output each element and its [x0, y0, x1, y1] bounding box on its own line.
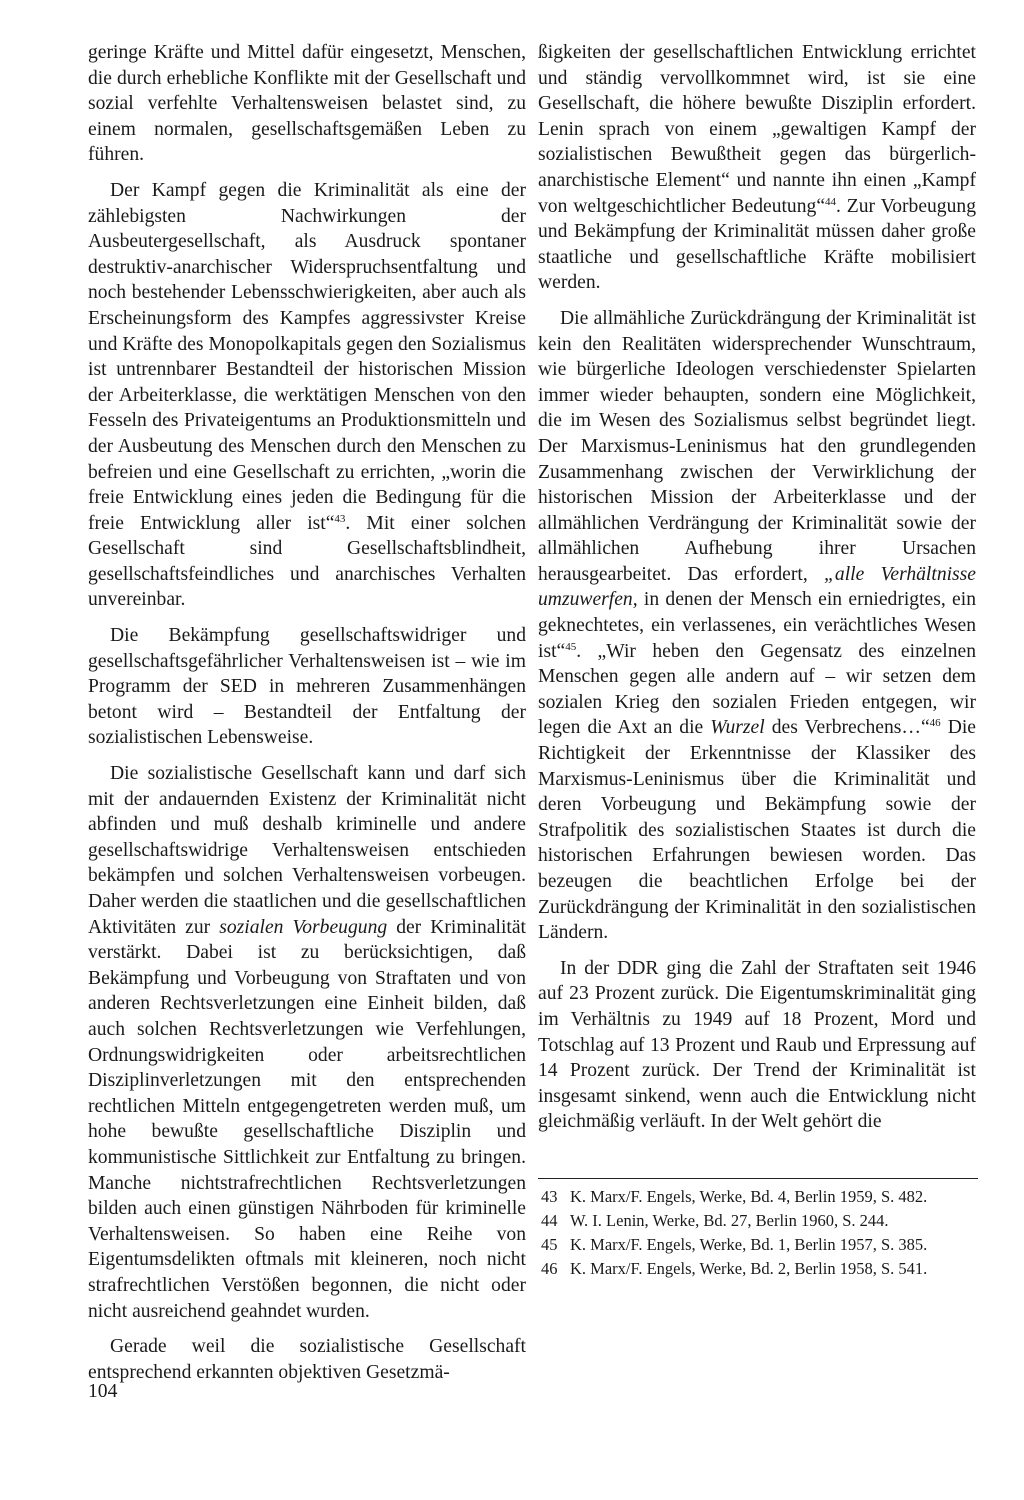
emphasis: sozialen Vorbeugung — [219, 916, 388, 938]
emphasis: „alle Verhältnisse umzuwerfen, — [538, 563, 977, 611]
footnote-divider — [538, 1178, 978, 1179]
footnote-number: 46 — [541, 1259, 558, 1278]
right-text-column — [538, 40, 976, 1135]
paragraph: geringe Kräfte und Mittel dafür eingesetzt, Menschen, die durch erhebliche Konflikte mit der Gesellschaft und sozial verfehlte Verhaltensweisen belastet sind, zu einem normalen, gesellschaftsgemäßen Leben zu führen. — [88, 42, 526, 166]
footnote-text: K. Marx/F. Engels, Werke, Bd. 1, Berlin 1957, S. 385. — [570, 1235, 928, 1254]
footnote-text: K. Marx/F. Engels, Werke, Bd. 4, Berlin 1959, S. 482. — [570, 1187, 928, 1206]
paragraph: Die allmähliche Zurückdrängung der Kriminalität ist kein den Realitäten widersprechender Wunschtraum, wie bürgerliche Ideologen verschiedenster Spielarten immer wieder behaupten, sondern eine Möglichkeit, die im Wesen des Sozialismus selbst begründet liegt. Der Marxismus-Leninismus hat den grundlegenden Zusammenhang zwischen der Verwirklichung der historischen Mission der Arbeiterklasse und der allmählichen Verdrängung der Kriminalität sowie der allmählichen Aufhebung ihrer Ursachen herausgearbeitet. Das erfordert, „alle Verhältnisse umzuwerfen, in denen der Mensch ein erniedrigtes, ein geknechtetes, ein verlassenes, ein verächtliches Wesen ist“$^{45}$. „Wir heben den Gegensatz des einzelnen Menschen gegen alle andern auf – wir setzen dem sozialen Krieg den sozialen Frieden entgegen, wir legen die Axt an die Wurzel des Verbrechens…“$^{46}$ Die Richtigkeit der Erkenntnisse der Klassiker des Marxismus-Leninismus über die Kriminalität und deren Vorbeugung und Bekämpfung sowie der Strafpolitik des sozialistischen Staates ist durch die historischen Erfahrungen bewiesen worden. Das bezeugen die beachtlichen Erfolge bei der Zurückdrängung der Kriminalität in den sozialistischen Ländern. — [538, 307, 977, 944]
footnote-ref: 44 — [825, 195, 837, 208]
footnote-ref: 46 — [929, 717, 941, 730]
paragraph: Gerade weil die sozialistische Gesellschaft entsprechend erkannten objektiven Gesetzmä- — [88, 1336, 526, 1383]
paragraph: Die sozialistische Gesellschaft kann und darf sich mit der andauernden Existenz der Kriminalität nicht abfinden und muß deshalb kriminelle und andere gesellschaftswidrige Verhaltensweisen entschieden bekämpfen und solchen Verhaltensweisen vorbeugen. Daher werden die staatlichen und die gesellschaftlichen Aktivitäten zur sozialen Vorbeugung der Kriminalität verstärkt. Dabei ist zu berücksichtigen, daß Bekämpfung und Vorbeugung von Straftaten und von anderen Rechtsverletzungen eine Einheit bilden, daß auch solchen Rechtsverletzungen wie Verfehlungen, Ordnungswidrigkeiten oder arbeitsrechtlichen Disziplinverletzungen mit den entsprechenden rechtlichen Mitteln entgegengetreten werden muß, um hohe bewußte gesellschaftliche Disziplin und kommunistische Sittlichkeit zur Entfaltung zu bringen. Manche nichtstrafrechtlichen Rechtsverletzungen bilden auch einen günstigen Nährboden für kriminelle Verhaltensweisen. So haben eine Reihe von Eigentumsdelikten oftmals mit kleineren, noch nicht strafrechtlichen Verstößen begonnen, die nicht oder nicht ausreichend geahndet wurden. — [88, 763, 526, 1322]
footnote-number: 45 — [541, 1235, 558, 1254]
footnote — [538, 1234, 978, 1255]
footnote — [538, 1186, 978, 1207]
footnote-text: K. Marx/F. Engels, Werke, Bd. 2, Berlin 1958, S. 541. — [570, 1259, 928, 1278]
footnote-number: 44 — [541, 1211, 558, 1230]
paragraph: ßigkeiten der gesellschaftlichen Entwicklung errichtet und ständig vervollkommnet wird, ist sie eine Gesellschaft, die höhere bewußte Disziplin erfordert. Lenin sprach von einem „gewaltigen Kampf der sozialistischen Bewußtheit gegen das bürgerlich-anarchistische Element“ und nannte ihn einen „Kampf von weltgeschichtlicher Bedeutung“$^{44}$. Zur Vorbeugung und Bekämpfung der Kriminalität müssen daher große staatliche und gesellschaftliche Kräfte mobilisiert werden. — [538, 42, 976, 294]
footnote-ref: 43 — [334, 512, 346, 525]
left-text-column — [88, 40, 526, 1385]
footnotes — [538, 1186, 978, 1282]
footnote-text: W. I. Lenin, Werke, Bd. 27, Berlin 1960, S. 244. — [570, 1211, 889, 1230]
emphasis: Wurzel — [710, 717, 765, 739]
paragraph: In der DDR ging die Zahl der Straftaten seit 1946 auf 23 Prozent zurück. Die Eigentumskriminalität ging im Verhältnis zu 1949 auf 18 Prozent, Mord und Totschlag auf 13 Prozent und Raub und Erpressung auf 14 Prozent zurück. Der Trend der Kriminalität ist insgesamt sinkend, wenn auch die Entwicklung nicht gleichmäßig verläuft. In der Welt gehört die — [538, 957, 976, 1133]
footnote — [538, 1258, 978, 1279]
paragraph: Der Kampf gegen die Kriminalität als eine der zählebigsten Nachwirkungen der Ausbeutergesellschaft, als Ausdruck spontaner destruktiv-anarchischer Widerspruchsentfaltung und noch bestehender Lebensschwierigkeiten, aber auch als Erscheinungsform des Kampfes aggressivster Kreise und Kräfte des Monopolkapitals gegen den Sozialismus ist untrennbarer Bestandteil der historischen Mission der Arbeiterklasse, die werktätigen Menschen von den Fesseln des Privateigentums an Produktionsmitteln und der Ausbeutung des Menschen durch den Menschen zu befreien und eine Gesellschaft zu errichten, „worin die freie Entwicklung eines jeden die Bedingung für die freie Entwicklung aller ist“$^{43}$. Mit einer solchen Gesellschaft sind Gesellschaftsblindheit, gesellschaftsfeindliches und anarchisches Verhalten unvereinbar. — [88, 179, 526, 611]
footnote — [538, 1210, 978, 1231]
footnote-ref: 45 — [565, 640, 577, 653]
footnote-number: 43 — [541, 1187, 558, 1206]
paragraph: Die Bekämpfung gesellschaftswidriger und gesellschaftsgefährlicher Verhaltensweisen ist – wie im Programm der SED in mehreren Zusammenhängen betont wird – Bestandteil der Entfaltung der sozialistischen Lebensweise. — [88, 625, 526, 749]
page-number: 104 — [88, 1381, 118, 1402]
